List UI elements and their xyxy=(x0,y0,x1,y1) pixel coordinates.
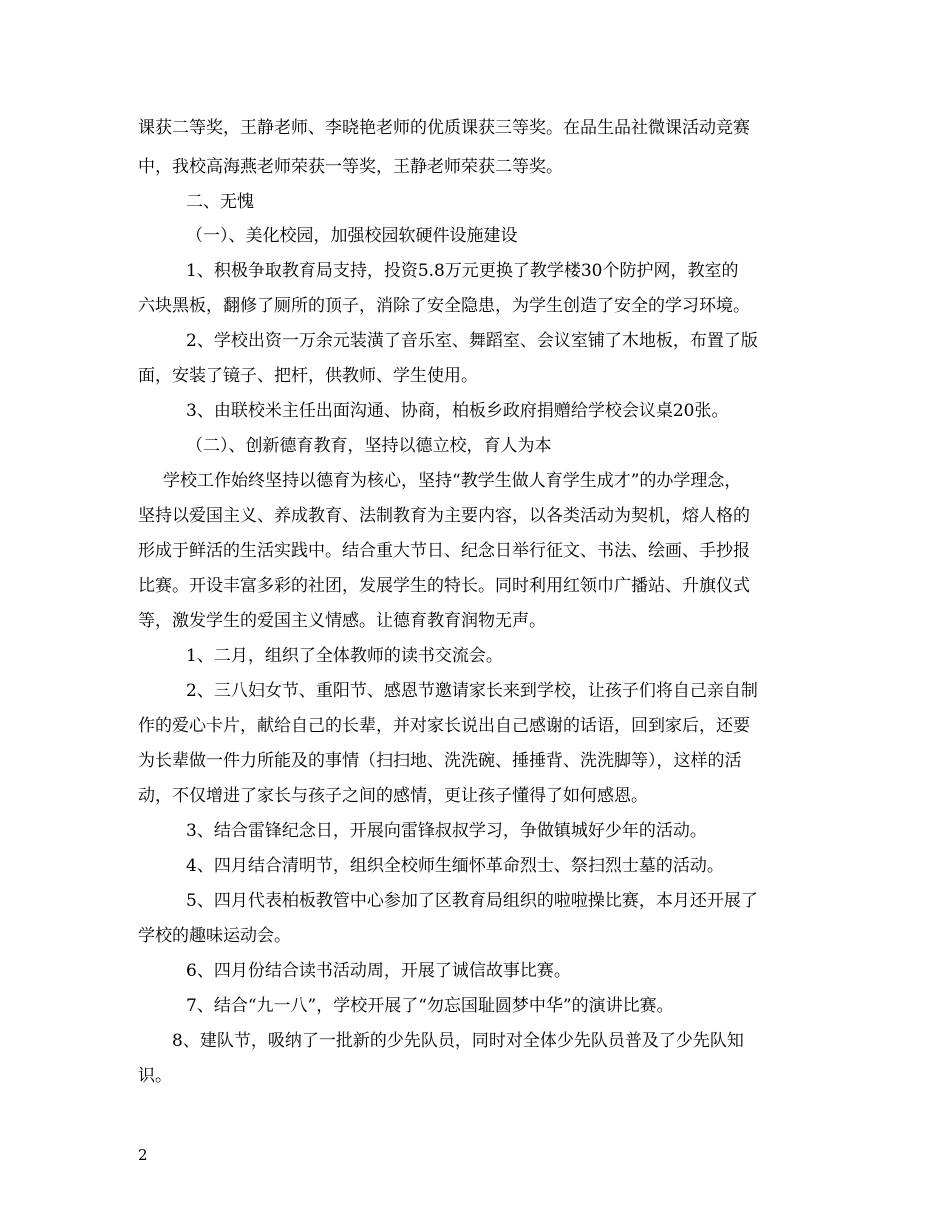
text-line: 学校工作始终坚持以德育为核心，坚持“教学生做人育学生成才”的办学理念， xyxy=(163,471,742,491)
text-line: 动，不仅增进了家长与孩子之间的感情，更让孩子懂得了如何感恩。 xyxy=(138,786,648,806)
text-line: 中，我校高海燕老师荣获一等奖，王静老师荣获二等奖。 xyxy=(138,157,563,177)
text-line: 8、建队节，吸纳了一批新的少先队员，同时对全体少先队员普及了少先队知 xyxy=(172,1031,744,1051)
text-line: 4、四月结合清明节，组织全校师生缅怀革命烈士、祭扫烈士墓的活动。 xyxy=(186,856,724,876)
text-line: 形成于鲜活的生活实践中。结合重大节日、纪念日举行征文、书法、绘画、手抄报 xyxy=(138,541,750,561)
text-line: 等，激发学生的爱国主义情感。让德育教育润物无声。 xyxy=(138,611,546,631)
text-line: 3、由联校米主任出面沟通、协商，柏板乡政府捐赠给学校会议桌20张。 xyxy=(186,401,729,421)
text-line: 6、四月份结合读书活动周，开展了诚信故事比赛。 xyxy=(186,961,571,981)
text-line: 比赛。开设丰富多彩的社团，发展学生的特长。同时利用红领巾广播站、升旗仪式 xyxy=(138,576,750,596)
text-line: 5、四月代表柏板教管中心参加了区教育局组织的啦啦操比赛，本月还开展了 xyxy=(186,891,758,911)
text-line: 为长辈做一件力所能及的事情（扫扫地、洗洗碗、捶捶背、洗洗脚等），这样的活 xyxy=(138,751,742,771)
text-line: 六块黑板，翻修了厕所的顶子，消除了安全隐患，为学生创造了安全的学习环境。 xyxy=(138,296,750,316)
page-number: 2 xyxy=(138,1146,148,1164)
text-line: 课获二等奖，王静老师、李晓艳老师的优质课获三等奖。在品生品社微课活动竞赛 xyxy=(138,118,750,138)
text-line: 作的爱心卡片，献给自己的长辈，并对家长说出自己感谢的话语，回到家后，还要 xyxy=(138,716,750,736)
subsection-heading: （一）、美化校园，加强校园软硬件设施建设 xyxy=(186,226,518,246)
subsection-heading: （二）、创新德育教育，坚持以德立校，育人为本 xyxy=(186,436,552,456)
text-line: 1、积极争取教育局支持，投资5.8万元更换了教学楼30个防护网，教室的 xyxy=(186,261,739,281)
section-heading: 二、无愧 xyxy=(186,192,254,212)
text-line: 2、三八妇女节、重阳节、感恩节邀请家长来到学校，让孩子们将自己亲自制 xyxy=(186,681,758,701)
text-line: 2、学校出资一万余元装潢了音乐室、舞蹈室、会议室铺了木地板，布置了版 xyxy=(186,331,758,351)
text-line: 3、结合雷锋纪念日，开展向雷锋叔叔学习，争做镇城好少年的活动。 xyxy=(186,821,707,841)
text-line: 识。 xyxy=(138,1066,172,1086)
text-line: 1、二月，组织了全体教师的读书交流会。 xyxy=(186,646,503,666)
text-line: 面，安装了镜子、把杆，供教师、学生使用。 xyxy=(138,366,478,386)
text-line: 7、结合“九一八”，学校开展了“勿忘国耻圆梦中华”的演讲比赛。 xyxy=(186,996,674,1016)
text-line: 学校的趣味运动会。 xyxy=(138,926,291,946)
text-line: 坚持以爱国主义、养成教育、法制教育为主要内容，以各类活动为契机，熔人格的 xyxy=(138,506,750,526)
